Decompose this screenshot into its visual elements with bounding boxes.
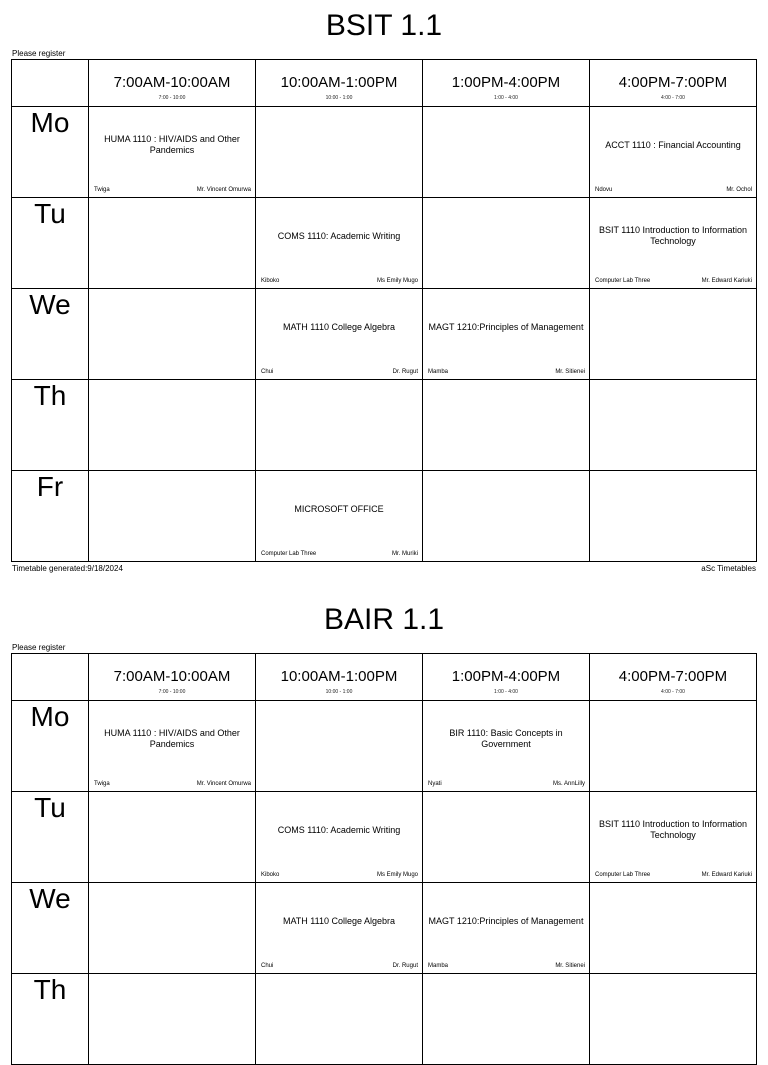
lesson-room: Twiga xyxy=(94,187,110,193)
period-header xyxy=(590,60,757,107)
day-row-we xyxy=(12,289,757,380)
lesson-cell xyxy=(423,883,590,974)
lesson-subject xyxy=(93,289,251,365)
lesson-subject: ACCT 1110 : Financial Accounting xyxy=(605,139,741,150)
lesson-subject xyxy=(260,380,418,456)
period-label: 1:00PM-4:00PM xyxy=(451,74,561,91)
lesson-cell xyxy=(423,471,590,562)
period-sub: 4:00 - 7:00 xyxy=(661,95,685,101)
lesson-cell xyxy=(256,289,423,380)
period-label: 4:00PM-7:00PM xyxy=(618,668,728,685)
lesson-cell xyxy=(423,107,590,198)
header-row xyxy=(12,654,757,701)
lesson-subject: HUMA 1110 : HIV/AIDS and Other Pandemics xyxy=(104,728,240,749)
lesson-room: Twiga xyxy=(94,781,110,787)
generator-credit: aSc Timetables xyxy=(701,564,756,573)
period-sub: 1:00 - 4:00 xyxy=(494,95,518,101)
lesson-subject: BSIT 1110 Introduction to Information Technology xyxy=(598,819,748,840)
period-label: 4:00PM-7:00PM xyxy=(618,74,728,91)
period-sub: 10:00 - 1:00 xyxy=(325,95,353,101)
register-note: Please register xyxy=(12,643,66,652)
period-header xyxy=(89,60,256,107)
day-label: We xyxy=(12,289,89,380)
lesson-cell xyxy=(256,107,423,198)
lesson-cell xyxy=(256,471,423,562)
lesson-cell xyxy=(590,289,757,380)
lesson-teacher: Mr. Vincent Omurwa xyxy=(196,781,251,787)
lesson-subject: COMS 1110: Academic Writing xyxy=(277,824,401,835)
corner-cell xyxy=(12,654,89,701)
period-label: 10:00AM-1:00PM xyxy=(280,668,398,685)
lesson-subject xyxy=(93,792,251,868)
lesson-subject xyxy=(594,380,752,456)
lesson-teacher: Mr. Ochol xyxy=(726,187,752,193)
period-header xyxy=(590,654,757,701)
day-row-th xyxy=(12,974,757,1065)
lesson-subject: COMS 1110: Academic Writing xyxy=(277,230,401,241)
period-sub: 7:00 - 10:00 xyxy=(158,689,186,695)
lesson-room: Computer Lab Three xyxy=(595,278,651,284)
day-row-mo xyxy=(12,107,757,198)
lesson-cell xyxy=(590,107,757,198)
lesson-subject xyxy=(594,883,752,959)
lesson-subject: MATH 1110 College Algebra xyxy=(282,321,396,332)
period-label: 7:00AM-10:00AM xyxy=(113,668,231,685)
lesson-subject xyxy=(93,883,251,959)
lesson-subject xyxy=(93,974,251,1050)
lesson-cell xyxy=(89,792,256,883)
corner-cell xyxy=(12,60,89,107)
lesson-room: Chui xyxy=(261,963,274,969)
lesson-teacher: Mr. Vincent Omurwa xyxy=(196,187,251,193)
lesson-subject xyxy=(427,471,585,547)
lesson-room: Mamba xyxy=(428,369,449,375)
lesson-subject: MATH 1110 College Algebra xyxy=(282,915,396,926)
timetable-title: BSIT 1.1 xyxy=(325,9,443,42)
period-label: 10:00AM-1:00PM xyxy=(280,74,398,91)
lesson-subject xyxy=(93,198,251,274)
lesson-subject xyxy=(93,380,251,456)
day-label: Th xyxy=(12,974,89,1065)
lesson-subject: MICROSOFT OFFICE xyxy=(294,503,384,514)
day-label: Tu xyxy=(12,198,89,289)
lesson-teacher: Ms. AnnLilly xyxy=(552,781,585,787)
lesson-cell xyxy=(590,701,757,792)
timetable-grid xyxy=(11,653,757,1065)
lesson-cell xyxy=(590,471,757,562)
lesson-room: Computer Lab Three xyxy=(595,872,651,878)
period-label: 7:00AM-10:00AM xyxy=(113,74,231,91)
lesson-cell xyxy=(256,701,423,792)
lesson-cell xyxy=(256,974,423,1065)
lesson-subject: HUMA 1110 : HIV/AIDS and Other Pandemics xyxy=(104,134,240,155)
lesson-room: Kiboko xyxy=(261,278,280,284)
timetable-grid xyxy=(11,59,757,562)
register-note: Please register xyxy=(12,49,66,58)
lesson-subject xyxy=(260,107,418,183)
period-label: 1:00PM-4:00PM xyxy=(451,668,561,685)
period-header xyxy=(256,60,423,107)
lesson-subject xyxy=(427,974,585,1050)
lesson-teacher: Mr. Edward Kariuki xyxy=(701,278,752,284)
lesson-subject xyxy=(427,198,585,274)
lesson-cell xyxy=(423,380,590,471)
lesson-cell xyxy=(423,701,590,792)
day-row-we xyxy=(12,883,757,974)
lesson-teacher: Ms Emily Mugo xyxy=(376,872,418,878)
lesson-cell xyxy=(590,198,757,289)
period-sub: 4:00 - 7:00 xyxy=(661,689,685,695)
day-row-mo xyxy=(12,701,757,792)
lesson-cell xyxy=(590,792,757,883)
lesson-teacher: Dr. Rugut xyxy=(392,963,418,969)
lesson-cell xyxy=(590,380,757,471)
day-label: Th xyxy=(12,380,89,471)
lesson-subject: MAGT 1210:Principles of Management xyxy=(428,321,584,332)
lesson-cell xyxy=(89,974,256,1065)
lesson-cell xyxy=(423,289,590,380)
lesson-teacher: Dr. Rugut xyxy=(392,369,418,375)
day-label: Tu xyxy=(12,792,89,883)
lesson-cell xyxy=(89,883,256,974)
lesson-subject: BSIT 1110 Introduction to Information Technology xyxy=(598,225,748,246)
lesson-subject xyxy=(93,471,251,547)
lesson-cell xyxy=(423,974,590,1065)
lesson-room: Mamba xyxy=(428,963,449,969)
lesson-cell xyxy=(256,380,423,471)
lesson-teacher: Mr. Edward Kariuki xyxy=(701,872,752,878)
lesson-cell xyxy=(89,198,256,289)
lesson-subject xyxy=(427,792,585,868)
lesson-subject xyxy=(260,974,418,1050)
lesson-cell xyxy=(89,701,256,792)
lesson-cell xyxy=(256,883,423,974)
lesson-teacher: Mr. Sitienei xyxy=(555,963,585,969)
lesson-subject xyxy=(427,380,585,456)
lesson-cell xyxy=(423,792,590,883)
lesson-subject xyxy=(594,701,752,777)
day-label: Fr xyxy=(12,471,89,562)
lesson-subject xyxy=(594,974,752,1050)
lesson-cell xyxy=(590,883,757,974)
lesson-room: Kiboko xyxy=(261,872,280,878)
period-header xyxy=(423,654,590,701)
period-header xyxy=(423,60,590,107)
lesson-subject xyxy=(427,107,585,183)
lesson-cell xyxy=(89,471,256,562)
day-label: Mo xyxy=(12,701,89,792)
period-sub: 10:00 - 1:00 xyxy=(325,689,353,695)
generated-date: Timetable generated:9/18/2024 xyxy=(12,564,123,573)
timetable-title: BAIR 1.1 xyxy=(323,603,445,636)
period-sub: 1:00 - 4:00 xyxy=(494,689,518,695)
day-row-tu xyxy=(12,198,757,289)
day-row-th xyxy=(12,380,757,471)
lesson-cell xyxy=(89,107,256,198)
lesson-cell xyxy=(423,198,590,289)
lesson-cell xyxy=(89,289,256,380)
period-sub: 7:00 - 10:00 xyxy=(158,95,186,101)
lesson-subject xyxy=(594,289,752,365)
lesson-room: Ndovu xyxy=(595,187,613,193)
lesson-teacher: Mr. Sitienei xyxy=(555,369,585,375)
lesson-room: Chui xyxy=(261,369,274,375)
lesson-cell xyxy=(89,380,256,471)
timetable-bair xyxy=(0,594,768,1024)
lesson-cell xyxy=(256,792,423,883)
lesson-teacher: Mr. Muriki xyxy=(392,551,418,557)
period-header xyxy=(89,654,256,701)
lesson-room: Computer Lab Three xyxy=(261,551,317,557)
lesson-subject xyxy=(260,701,418,777)
day-label: Mo xyxy=(12,107,89,198)
header-row xyxy=(12,60,757,107)
lesson-room: Nyati xyxy=(428,781,442,787)
lesson-cell xyxy=(590,974,757,1065)
lesson-teacher: Ms Emily Mugo xyxy=(376,278,418,284)
lesson-subject: BIR 1110: Basic Concepts in Government xyxy=(449,728,563,749)
lesson-subject xyxy=(594,471,752,547)
lesson-subject: MAGT 1210:Principles of Management xyxy=(428,915,584,926)
lesson-cell xyxy=(256,198,423,289)
period-header xyxy=(256,654,423,701)
day-row-tu xyxy=(12,792,757,883)
day-row-fr xyxy=(12,471,757,562)
day-label: We xyxy=(12,883,89,974)
